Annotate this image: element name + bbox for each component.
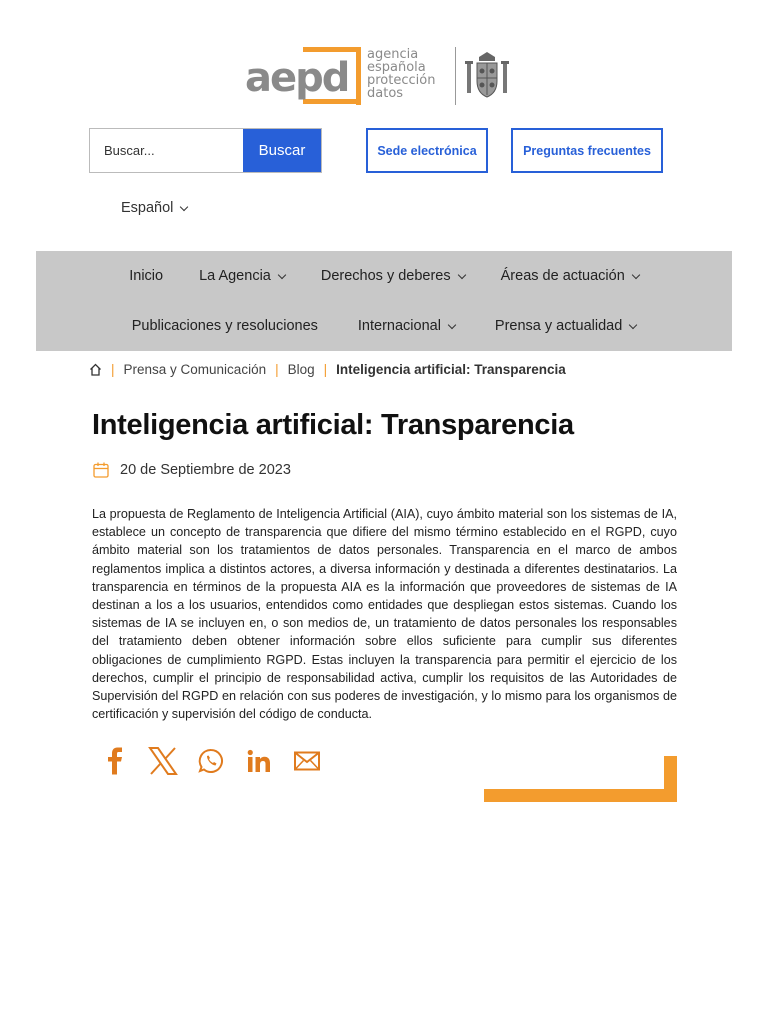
article-date-text: 20 de Septiembre de 2023 [120,462,291,478]
whatsapp-icon[interactable] [196,744,226,778]
logo-line-1: agencia [367,47,419,62]
nav-item-label: La Agencia [199,268,271,284]
language-label: Español [121,200,174,216]
chevron-down-icon [632,270,640,278]
calendar-icon [92,461,110,479]
logo-line-2: española [367,60,426,75]
nav-row-2 [36,318,732,334]
chevron-down-icon [448,320,456,328]
nav-item-internacional[interactable] [358,318,455,334]
x-twitter-icon[interactable] [148,744,178,778]
breadcrumb-current: Inteligencia artificial: Transparencia [336,362,566,377]
search-input[interactable] [90,129,243,172]
aepd-logo[interactable] [245,45,515,109]
share-bar [100,744,322,778]
nav-item-inicio[interactable] [129,268,163,284]
logo-line-4: datos [367,86,404,101]
nav-item-label: Publicaciones y resoluciones [131,318,318,334]
breadcrumb-separator: | [111,362,115,377]
nav-item-label: Prensa y actualidad [494,318,623,334]
nav-item-prensa-y-actualidad[interactable] [495,318,636,334]
linkedin-icon[interactable] [244,744,274,778]
home-icon[interactable] [89,363,102,376]
breadcrumb-separator: | [323,362,328,377]
breadcrumb-link-prensa[interactable]: Prensa y Comunicación [123,362,267,377]
decorative-corner-right [664,756,677,802]
breadcrumb-link-blog[interactable]: Blog [287,362,315,377]
nav-item-publicaciones[interactable] [132,318,318,334]
chevron-down-icon [180,202,188,210]
logo-divider [455,47,456,105]
logo-wordmark: aepd [245,55,349,101]
language-selector[interactable] [121,200,187,216]
nav-item-label: Internacional [357,318,441,334]
nav-item-areas-de-actuacion[interactable] [501,268,639,284]
nav-item-derechos-y-deberes[interactable] [321,268,465,284]
breadcrumb-separator: | [275,362,279,377]
nav-item-label: Derechos y deberes [320,268,451,284]
chevron-down-icon [457,270,465,278]
email-icon[interactable] [292,744,322,778]
logo-tagline [367,48,435,100]
nav-row-1 [36,268,732,284]
article-date [92,461,291,479]
decorative-corner [484,756,677,802]
sede-electronica-button[interactable]: Sede electrónica [366,128,488,173]
main-navigation [36,251,732,351]
facebook-icon[interactable] [100,744,130,778]
nav-item-la-agencia[interactable] [199,268,285,284]
nav-item-label: Áreas de actuación [500,268,625,284]
logo-line-3: protección [367,73,436,88]
preguntas-frecuentes-button[interactable]: Preguntas frecuentes [511,128,663,173]
spain-coat-of-arms-icon [463,51,511,101]
decorative-corner-bottom [484,789,677,802]
search-form [89,128,322,173]
search-button[interactable]: Buscar [243,129,321,172]
breadcrumb [89,362,566,377]
nav-item-label: Inicio [129,268,164,284]
page-title: Inteligencia artificial: Transparencia [92,409,574,441]
chevron-down-icon [278,270,286,278]
chevron-down-icon [629,320,637,328]
article-body: La propuesta de Reglamento de Inteligencia Artificial (AIA), cuyo ámbito material son los sistemas de IA, establece un concepto de transparencia que difiere del mismo término establecido en el RGPD, cuyo ámbito material son los tratamientos de datos personales. Transparencia en el marco de ambos reglamentos implica a distintos actores, a diversa información y destinada a diferentes destinatarios. La transparencia en términos de la propuesta AIA es la información que proveedores de sistemas de IA destinan a los a los usuarios, entendidos como entidades que despliegan estos sistemas. Cuando los sistemas de IA se incluyen en, o son medios de, un tratamiento de datos personales los responsables del tratamiento deben obtener información sobre ellos suficiente para cumplir sus diferentes obligaciones de cumplimiento RGPD. Estas incluyen la transparencia para permitir el ejercicio de los derechos, cumplir el principio de responsabilidad activa, cumplir los requisitos de las Autoridades de Supervisión del RGPD en relación con sus poderes de investigación, y lo mismo para los organismos de certificación y supervisión del código de conducta. [92,507,677,722]
